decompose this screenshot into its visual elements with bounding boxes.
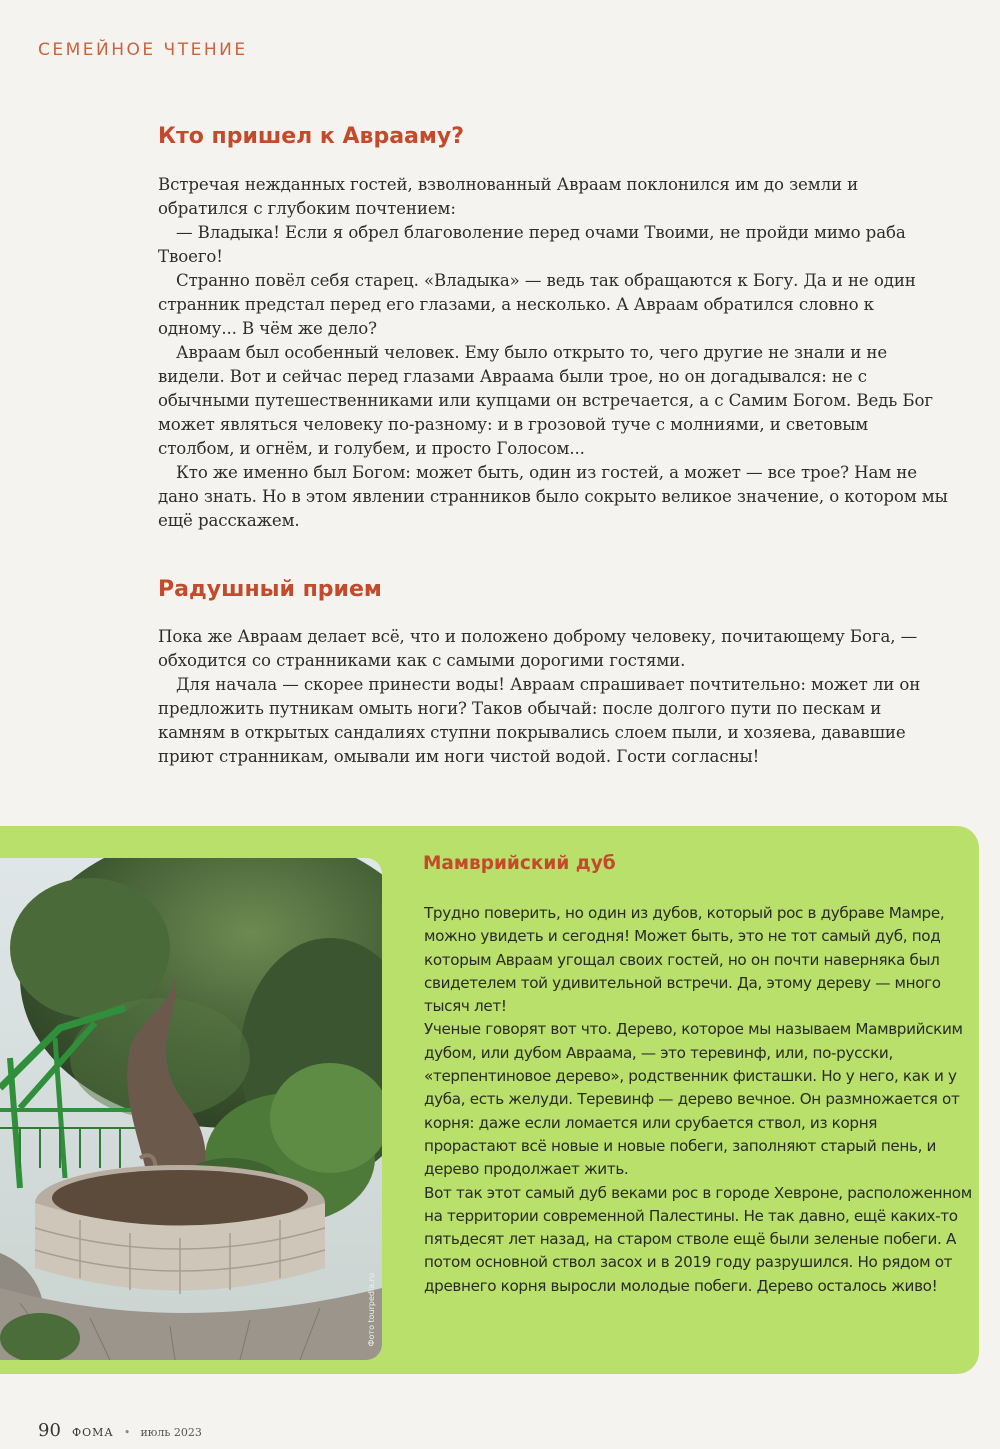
photo-credit: Фото tourpedia.ru: [367, 1272, 376, 1346]
paragraph: Пока же Авраам делает всё, что и положено доброму человеку, почитающему Бога, — обходится со странниками как с самыми дорогими гостями.: [158, 627, 918, 670]
paragraph: Странно повёл себя старец. «Владыка» — ведь так обращаются к Богу. Да и не один странник предстал перед его глазами, а несколько. А Авраам обратился словно к одному... В чём же дело?: [158, 271, 916, 338]
oak-tree-photo: [0, 858, 382, 1360]
article-section-2: [158, 625, 948, 769]
sidebar-paragraph: Трудно поверить, но один из дубов, который рос в дубраве Мамре, можно увидеть и сегодня! Может быть, это не тот самый дуб, под которым Авраам угощал своих гостей, но он почти наверняка был свидетелем той удивительной встречи. Да, этому дереву — много тысяч лет!: [424, 904, 945, 1016]
sidebar-paragraph: Ученые говорят вот что. Дерево, которое мы называем Мамврийским дубом, или дубом Авраама, — это теревинф, или, по-русски, «терпентиновое дерево», родственник фисташки. Но у него, как и у дуба, есть желуди. Теревинф — дерево вечное. Он размножается от корня: даже если ломается или срубается ствол, из корня прорастают всё новые и новые побеги, заполняют старый пень, и дерево продолжает жить.: [424, 1020, 963, 1179]
paragraph: Встречая нежданных гостей, взволнованный Авраам поклонился им до земли и обратился с глубоким почтением:: [158, 175, 859, 218]
paragraph: Кто же именно был Богом: может быть, один из гостей, а может — все трое? Нам не дано знать. Но в этом явлении странников было сокрыто великое значение, о котором мы ещё расскажем.: [158, 463, 948, 530]
sidebar-paragraph: Вот так этот самый дуб веками рос в городе Хевроне, расположенном на территории современной Палестины. Не так давно, ещё каких-то пятьдесят лет назад, на старом стволе ещё были зеленые побеги. А потом основной ствол засох и в 2019 году разрушился. Но рядом от древнего корня выросли молодые побеги. Дерево осталось живо!: [424, 1183, 972, 1295]
article-heading-1: Кто пришел к Аврааму?: [158, 124, 464, 149]
paragraph: Для начала — скорее принести воды! Авраам спрашивает почтительно: может ли он предложить путникам омыть ноги? Таков обычай: после долгого пути по пескам и камням в открытых сандалиях ступни покрывались слоем пыли, и хозяева, дававшие приют странникам, омывали им ноги чистой водой. Гости согласны!: [158, 675, 921, 766]
article-section-1: [158, 173, 948, 533]
issue-date: июль 2023: [140, 1426, 202, 1439]
sidebar-body: [424, 902, 972, 1298]
footer-separator: •: [123, 1426, 131, 1439]
paragraph: — Владыка! Если я обрел благоволение перед очами Твоими, не пройди мимо раба Твоего!: [158, 223, 906, 266]
page-footer: [38, 1420, 202, 1441]
section-label: СЕМЕЙНОЕ ЧТЕНИЕ: [38, 40, 248, 60]
sidebar-title: Мамврийский дуб: [423, 853, 616, 874]
page-number: 90: [38, 1420, 61, 1441]
magazine-name: ФОМА: [72, 1426, 114, 1439]
oak-tree-illustration: [0, 858, 382, 1360]
paragraph: Авраам был особенный человек. Ему было открыто то, чего другие не знали и не видели. Вот и сейчас перед глазами Авраама были трое, но он догадывался: не с обычными путешественниками или купцами он встречается, а с Самим Богом. Ведь Бог может являться человеку по-разному: и в грозовой туче с молниями, и световым столбом, и огнём, и голубем, и просто Голосом...: [158, 343, 933, 458]
article-heading-2: Радушный прием: [158, 577, 382, 602]
